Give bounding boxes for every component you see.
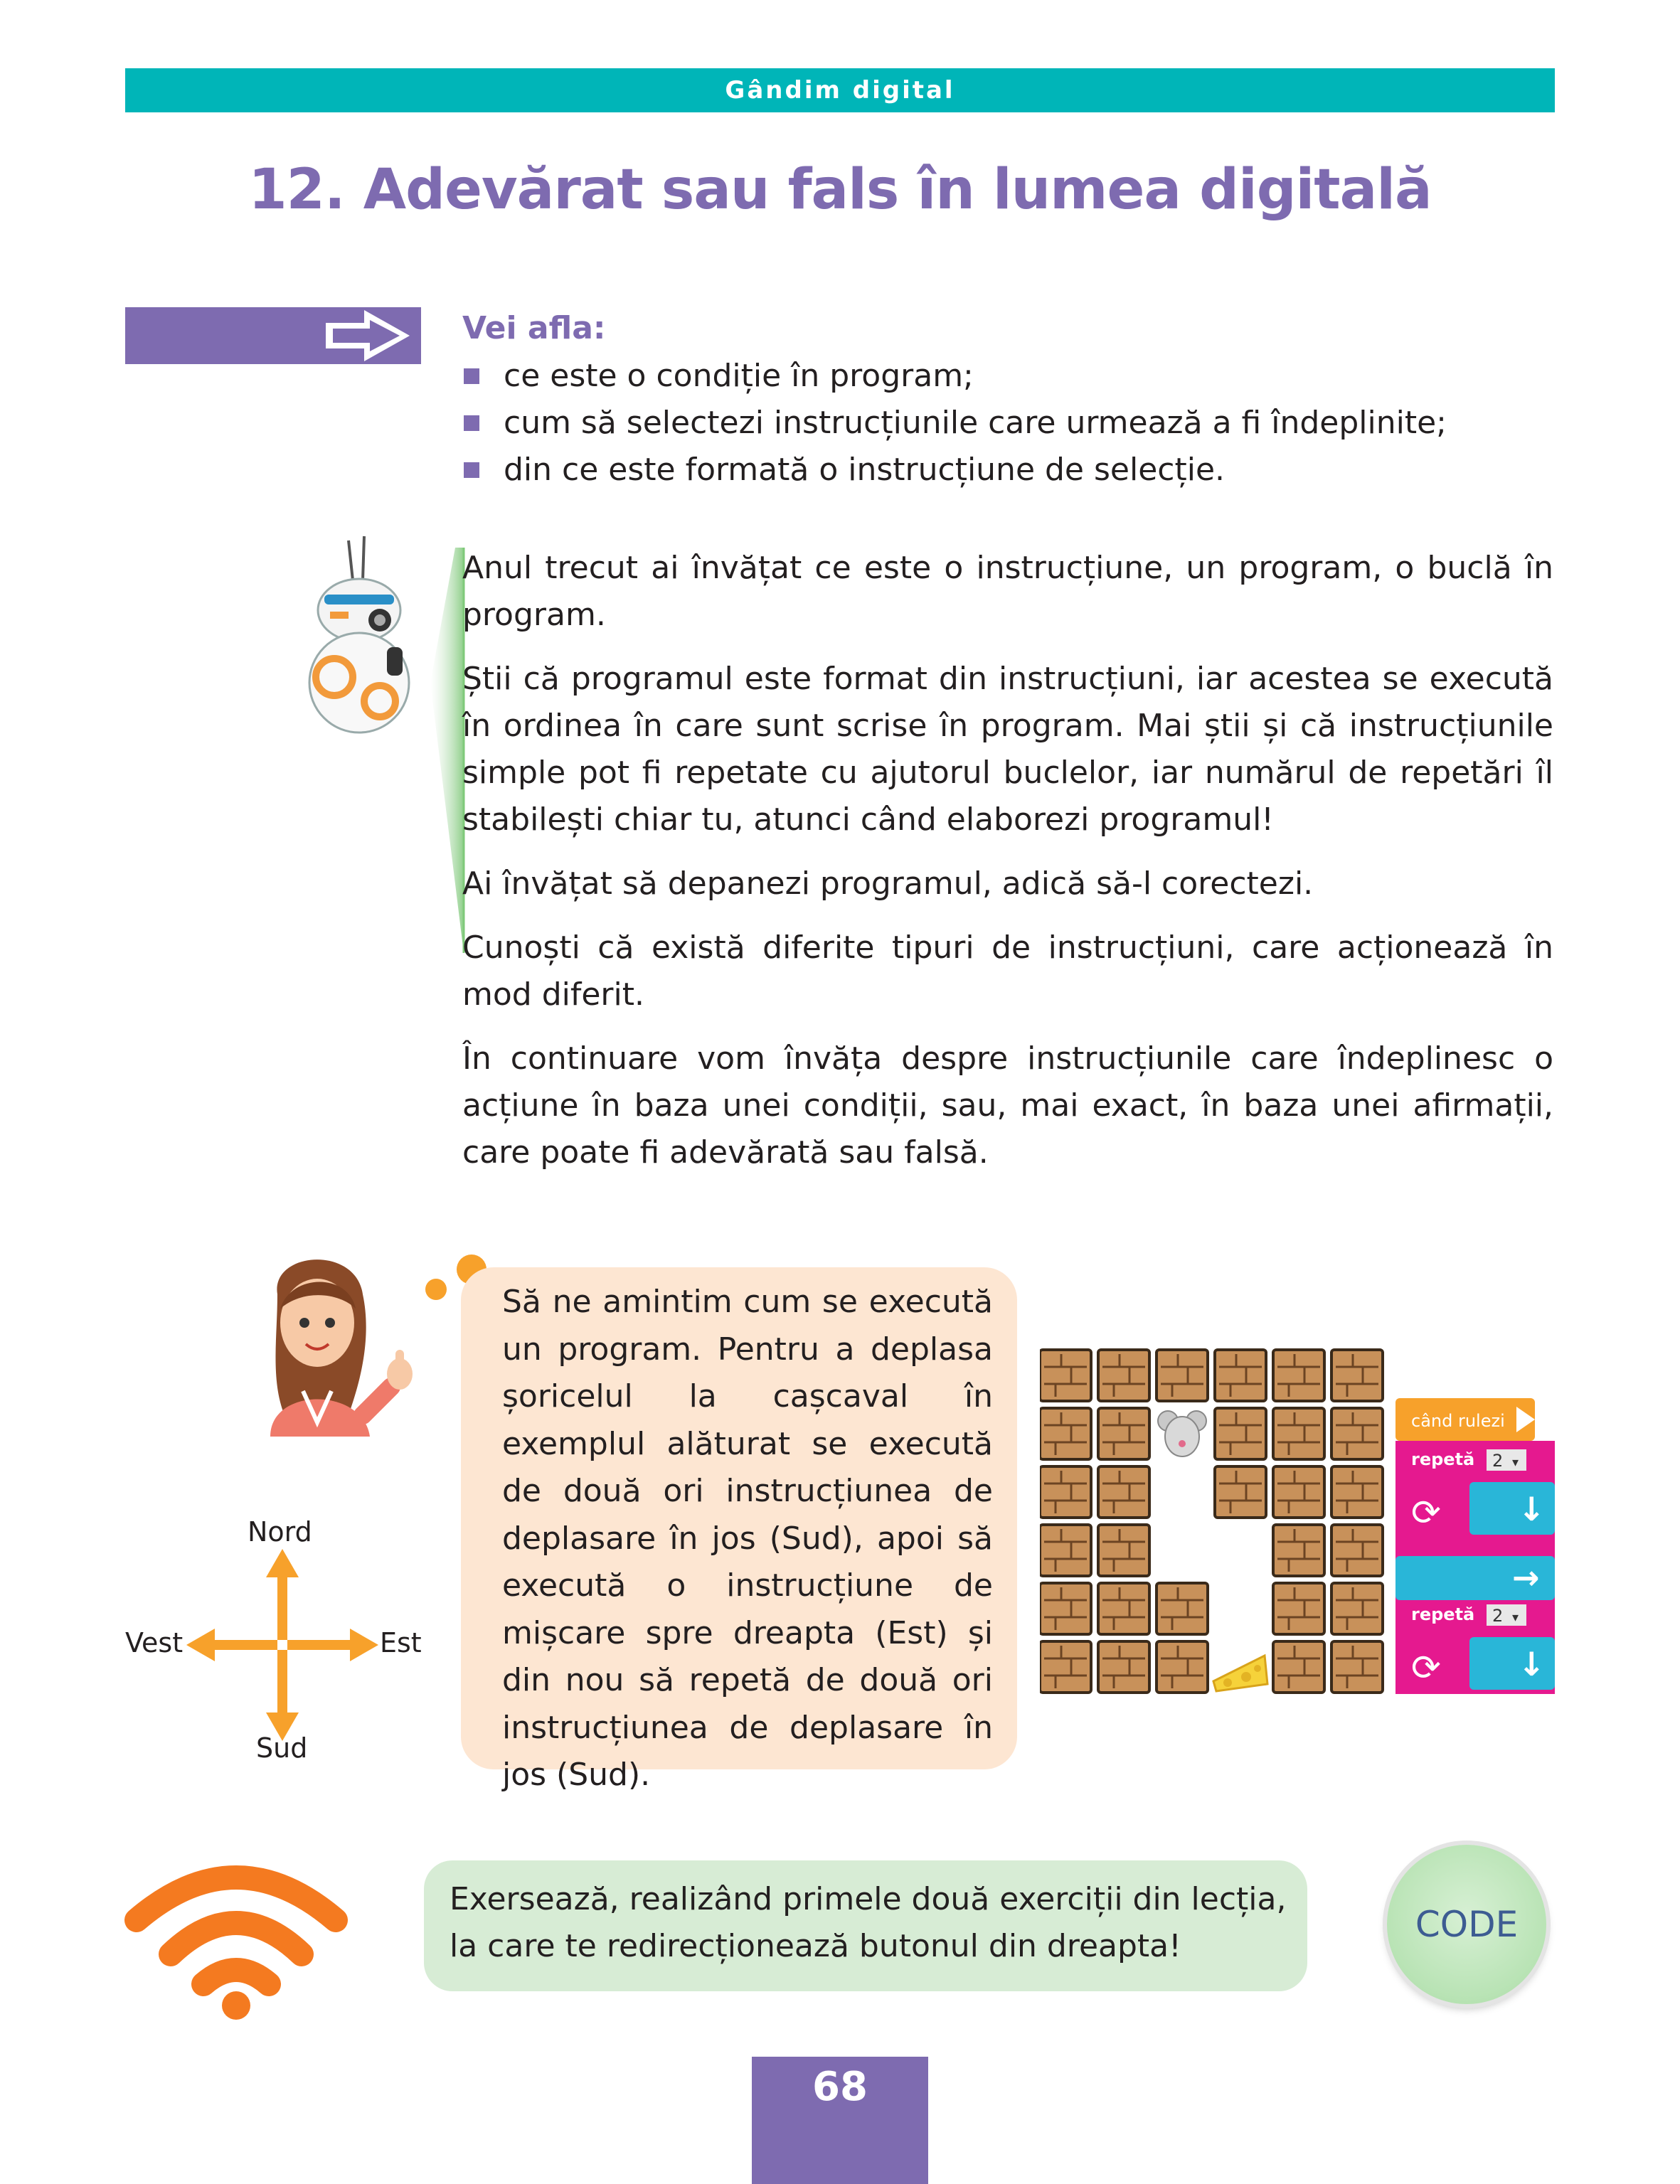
maze-wall-tile (1040, 1466, 1091, 1518)
maze-wall-tile (1040, 1583, 1091, 1634)
teacher-illustration (249, 1252, 427, 1437)
intro-paragraph: Ai învățat să depanezi programul, adică să-l corectezi. (462, 865, 1314, 902)
square-bullet-icon (464, 368, 479, 384)
maze-wall-tile (1331, 1641, 1383, 1693)
cheese-icon (1213, 1656, 1267, 1691)
code-button-label: CODE (1415, 1904, 1519, 1945)
square-bullet-icon (464, 462, 479, 478)
list-item: din ce este formată o instrucțiune de selecție. (462, 447, 1447, 494)
exercise-text: Exersează, realizând primele două exerciții din lecția, la care te redirecționează butonul din dreapta! (450, 1881, 1287, 1964)
intro-text (462, 545, 1553, 1193)
mouse-icon (1158, 1411, 1206, 1456)
objectives-heading: Vei afla: (462, 310, 606, 346)
robot-mascot-illustration (306, 526, 469, 967)
maze-wall-tile (1040, 1350, 1091, 1401)
maze-wall-tile (1098, 1583, 1149, 1634)
repeat-label: repetă (1411, 1604, 1475, 1624)
code-button[interactable] (1387, 1845, 1546, 2004)
compass-south-label: Sud (256, 1732, 308, 1764)
when-run-label: când rulezi (1411, 1411, 1505, 1431)
maze-wall-tile (1157, 1350, 1208, 1401)
compass-east-label: Est (380, 1627, 422, 1658)
callout-text: Să ne amintim cum se execută un program. Pentru a deplasa șoricelul la cașcaval în exemplul alăturat se execută de două ori instrucțiunea de deplasare în jos (Sud), apoi să execută o instrucțiune de mișcare spre dreapta (Est) și din nou să repetă de două ori instrucțiunea de deplasare în jos (Sud). (502, 1284, 993, 1793)
compass-rose-icon (186, 1549, 378, 1741)
maze-wall-tile (1098, 1525, 1149, 1576)
maze-wall-tile (1273, 1466, 1324, 1518)
intro-paragraph: Știi că programul este format din instrucțiuni, iar acestea se execută în ordinea în care sunt scrise în program. Mai știi și că instrucțiunile simple pot fi repetate cu ajutorul buclelor, iar numărul de repetări îl stabilești chiar tu, atunci când elaborezi programul! (462, 661, 1553, 838)
intro-paragraph: Cunoști că există diferite tipuri de instrucțiuni, care acționează în mod diferit. (462, 929, 1553, 1013)
arrow-right-icon: → (1512, 1558, 1540, 1597)
arrow-down-icon: ↓ (1518, 1645, 1546, 1683)
lesson-title: 12. Adevărat sau fals în lumea digitală (248, 158, 1432, 222)
maze-wall-tile (1273, 1350, 1324, 1401)
intro-paragraph: În continuare vom învăța despre instrucțiunile care îndeplinesc o acțiune în baza unei condiții, sau, mai exact, în baza unei afirmații, care poate fi adevărată sau falsă. (462, 1040, 1553, 1171)
square-bullet-icon (464, 415, 479, 431)
compass-west-label: Vest (125, 1627, 184, 1658)
repeat-count: 2 (1492, 1606, 1504, 1626)
maze-wall-tile (1215, 1466, 1266, 1518)
maze-wall-tile (1215, 1408, 1266, 1459)
repeat-loop-icon: ⟳ (1411, 1647, 1441, 1688)
maze-wall-tile (1273, 1583, 1324, 1634)
section-header-band (125, 68, 1555, 112)
compass-north-label: Nord (248, 1516, 312, 1548)
maze-grid (1040, 1343, 1388, 1700)
block-code-panel (1395, 1398, 1555, 1694)
maze-wall-tile (1098, 1350, 1149, 1401)
objectives-arrow-bar (125, 307, 421, 364)
page-number: 68 (812, 2064, 868, 2110)
maze-wall-tile (1157, 1641, 1208, 1693)
maze-wall-tile (1157, 1583, 1208, 1634)
maze-wall-tile (1331, 1466, 1383, 1518)
maze-wall-tile (1273, 1641, 1324, 1693)
repeat-count: 2 (1492, 1451, 1504, 1471)
wifi-icon (122, 1842, 350, 2020)
bubble-dot-icon (425, 1279, 447, 1300)
dropdown-icon: ▾ (1512, 1455, 1519, 1470)
objectives-list (462, 353, 1447, 494)
arrow-right-icon (125, 307, 421, 364)
list-item: ce este o condiție în program; (462, 353, 1447, 400)
maze-wall-tile (1040, 1408, 1091, 1459)
maze-wall-tile (1273, 1525, 1324, 1576)
maze-wall-tile (1273, 1408, 1324, 1459)
maze-wall-tile (1331, 1525, 1383, 1576)
maze-wall-tile (1331, 1350, 1383, 1401)
arrow-down-icon: ↓ (1518, 1490, 1546, 1528)
repeat-loop-icon: ⟳ (1411, 1492, 1441, 1533)
dropdown-icon: ▾ (1512, 1610, 1519, 1625)
maze-wall-tile (1098, 1408, 1149, 1459)
maze-wall-tile (1098, 1466, 1149, 1518)
maze-wall-tile (1098, 1641, 1149, 1693)
maze-wall-tile (1331, 1583, 1383, 1634)
repeat-label: repetă (1411, 1449, 1475, 1469)
intro-paragraph: Anul trecut ai învățat ce este o instrucțiune, un program, o buclă în program. (462, 550, 1553, 633)
maze-wall-tile (1040, 1641, 1091, 1693)
section-header-label: Gândim digital (725, 76, 955, 105)
maze-wall-tile (1040, 1525, 1091, 1576)
maze-wall-tile (1331, 1408, 1383, 1459)
maze-wall-tile (1215, 1350, 1266, 1401)
list-item: cum să selectezi instrucțiunile care urmează a fi îndeplinite; (462, 400, 1447, 447)
